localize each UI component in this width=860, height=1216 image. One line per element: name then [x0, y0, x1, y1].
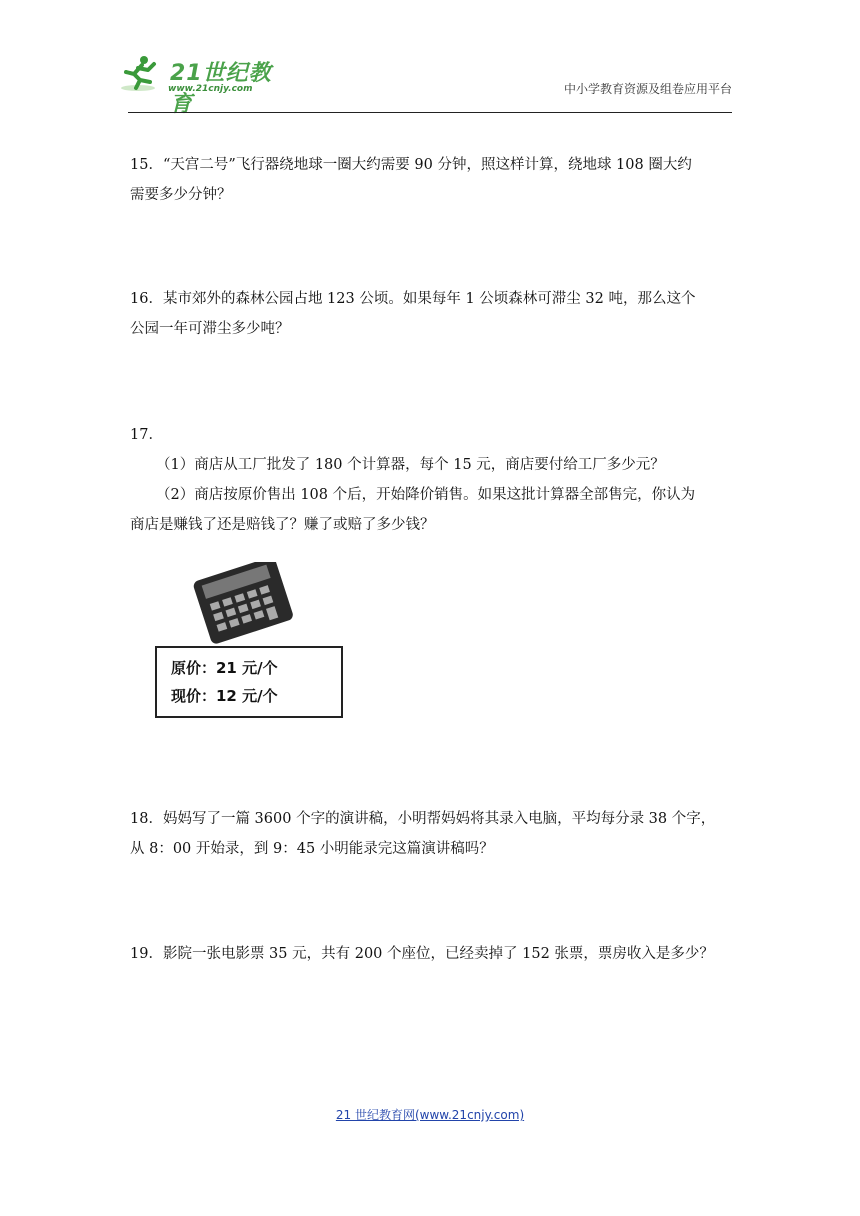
platform-name: 中小学教育资源及组卷应用平台 [563, 82, 732, 96]
question-17-part-2-line-2: 商店是赚钱了还是赔钱了？赚了或赔了多少钱？ [130, 517, 435, 533]
question-16 [130, 284, 734, 344]
question-15 [130, 150, 734, 210]
question-15-line-2: 需要多少分钟？ [130, 187, 232, 203]
header-divider [128, 112, 732, 113]
question-19 [130, 939, 734, 969]
question-17 [130, 420, 734, 540]
current-price: 现价：12 元/个 [171, 687, 278, 705]
question-18 [130, 804, 734, 864]
footer-link[interactable]: 21 世纪教育网(www.21cnjy.com) [335, 1108, 525, 1122]
page-footer [0, 1106, 860, 1123]
question-17-part-1: （1）商店从工厂批发了 180 个计算器，每个 15 元，商店要付给工厂多少元？ [156, 457, 665, 473]
site-logo[interactable] [120, 52, 290, 117]
question-17-part-2-line-1: （2）商店按原价售出 108 个后，开始降价销售。如果这批计算器全部售完，你认为 [156, 487, 696, 503]
question-18-line-1: 18．妈妈写了一篇 3600 个字的演讲稿，小明帮妈妈将其录入电脑，平均每分录 38 个字， [130, 811, 716, 827]
question-19-line-1: 19．影院一张电影票 35 元，共有 200 个座位，已经卖掉了 152 张票，票房收入是多少？ [130, 946, 714, 962]
logo-title: 21世纪教育 [170, 61, 272, 117]
original-price: 原价：21 元/个 [171, 659, 278, 677]
question-16-line-2: 公园一年可滞尘多少吨？ [130, 321, 290, 337]
price-box [155, 646, 343, 718]
page-header [120, 52, 732, 117]
calculator-price-figure [155, 562, 347, 722]
question-17-number: 17． [130, 427, 163, 443]
logo-url: www.21cnjy.com [168, 84, 253, 94]
runner-logo-icon [120, 54, 160, 94]
question-18-line-2: 从 8：00 开始录，到 9：45 小明能录完这篇演讲稿吗？ [130, 841, 494, 857]
question-16-line-1: 16．某市郊外的森林公园占地 123 公顷。如果每年 1 公顷森林可滞尘 32 吨，那么这个 [130, 291, 696, 307]
calculator-icon [187, 562, 297, 644]
question-15-line-1: 15．“天宫二号”飞行器绕地球一圈大约需要 90 分钟，照这样计算，绕地球 108 圈大约 [130, 157, 692, 173]
